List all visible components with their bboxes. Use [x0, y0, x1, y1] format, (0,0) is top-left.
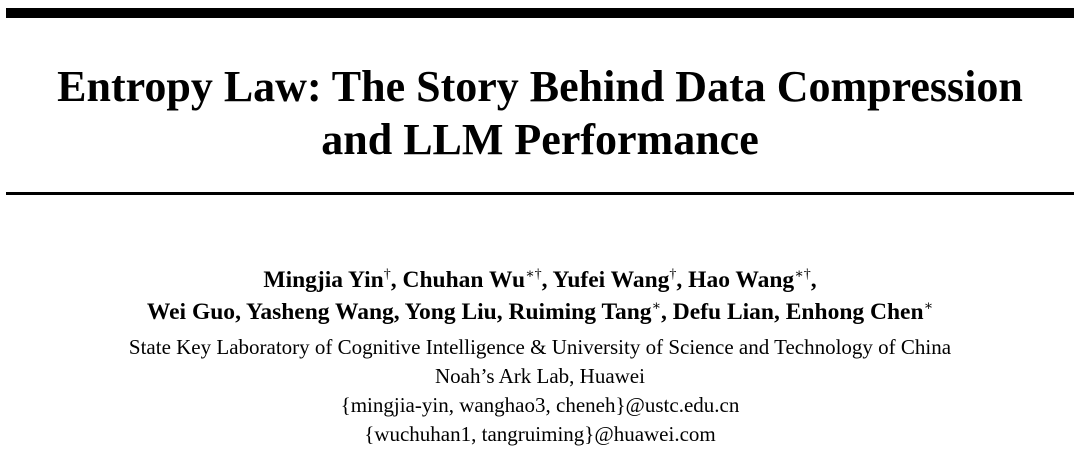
email-ustc: {mingjia-yin, wanghao3, cheneh}@ustc.edu.cn	[340, 393, 740, 417]
author-mark: ∗†	[525, 267, 542, 282]
author-separator: ,	[541, 267, 553, 293]
affiliation-institution: State Key Laboratory of Cognitive Intelligence & University of Science and Technology of China	[128, 335, 952, 359]
author-separator: ,	[235, 299, 246, 325]
author-separator: ,	[661, 299, 673, 325]
title-bottom-rule	[6, 192, 1074, 195]
title-line-1: Entropy Law: The Story Behind Data Compression	[57, 62, 1023, 111]
top-rule	[6, 8, 1074, 18]
author-separator: ,	[496, 299, 509, 325]
author-mark: †	[383, 267, 391, 282]
author-list	[0, 264, 1080, 328]
author-name: Defu Lian	[672, 299, 774, 325]
affiliation-company: Noah’s Ark Lab, Huawei	[435, 364, 645, 388]
author-name: Mingjia Yin	[263, 267, 384, 293]
author-separator: ,	[774, 299, 786, 325]
author-mark: †	[669, 267, 677, 282]
author-name: Yasheng Wang	[245, 299, 394, 325]
author-mark: ∗	[923, 299, 934, 314]
affiliation-block	[0, 333, 1080, 449]
author-line-1	[0, 264, 1080, 296]
email-huawei: {wuchuhan1, tangruiming}@huawei.com	[364, 422, 716, 446]
author-name: Yufei Wang	[552, 267, 670, 293]
author-name: Ruiming Tang	[508, 299, 652, 325]
author-name: Enhong Chen	[785, 299, 924, 325]
author-separator: ,	[676, 267, 689, 293]
author-name: Wei Guo	[146, 299, 236, 325]
author-separator: ,	[393, 299, 405, 325]
author-line-2	[0, 296, 1080, 328]
paper-title	[0, 60, 1080, 166]
author-name: Yong Liu	[404, 299, 497, 325]
author-name: Chuhan Wu	[402, 267, 526, 293]
author-name: Hao Wang	[688, 267, 795, 293]
author-separator: ,	[390, 267, 403, 293]
author-separator: ,	[810, 267, 817, 293]
author-mark: ∗	[651, 299, 662, 314]
author-mark: ∗†	[794, 267, 811, 282]
title-line-2: and LLM Performance	[321, 115, 759, 164]
